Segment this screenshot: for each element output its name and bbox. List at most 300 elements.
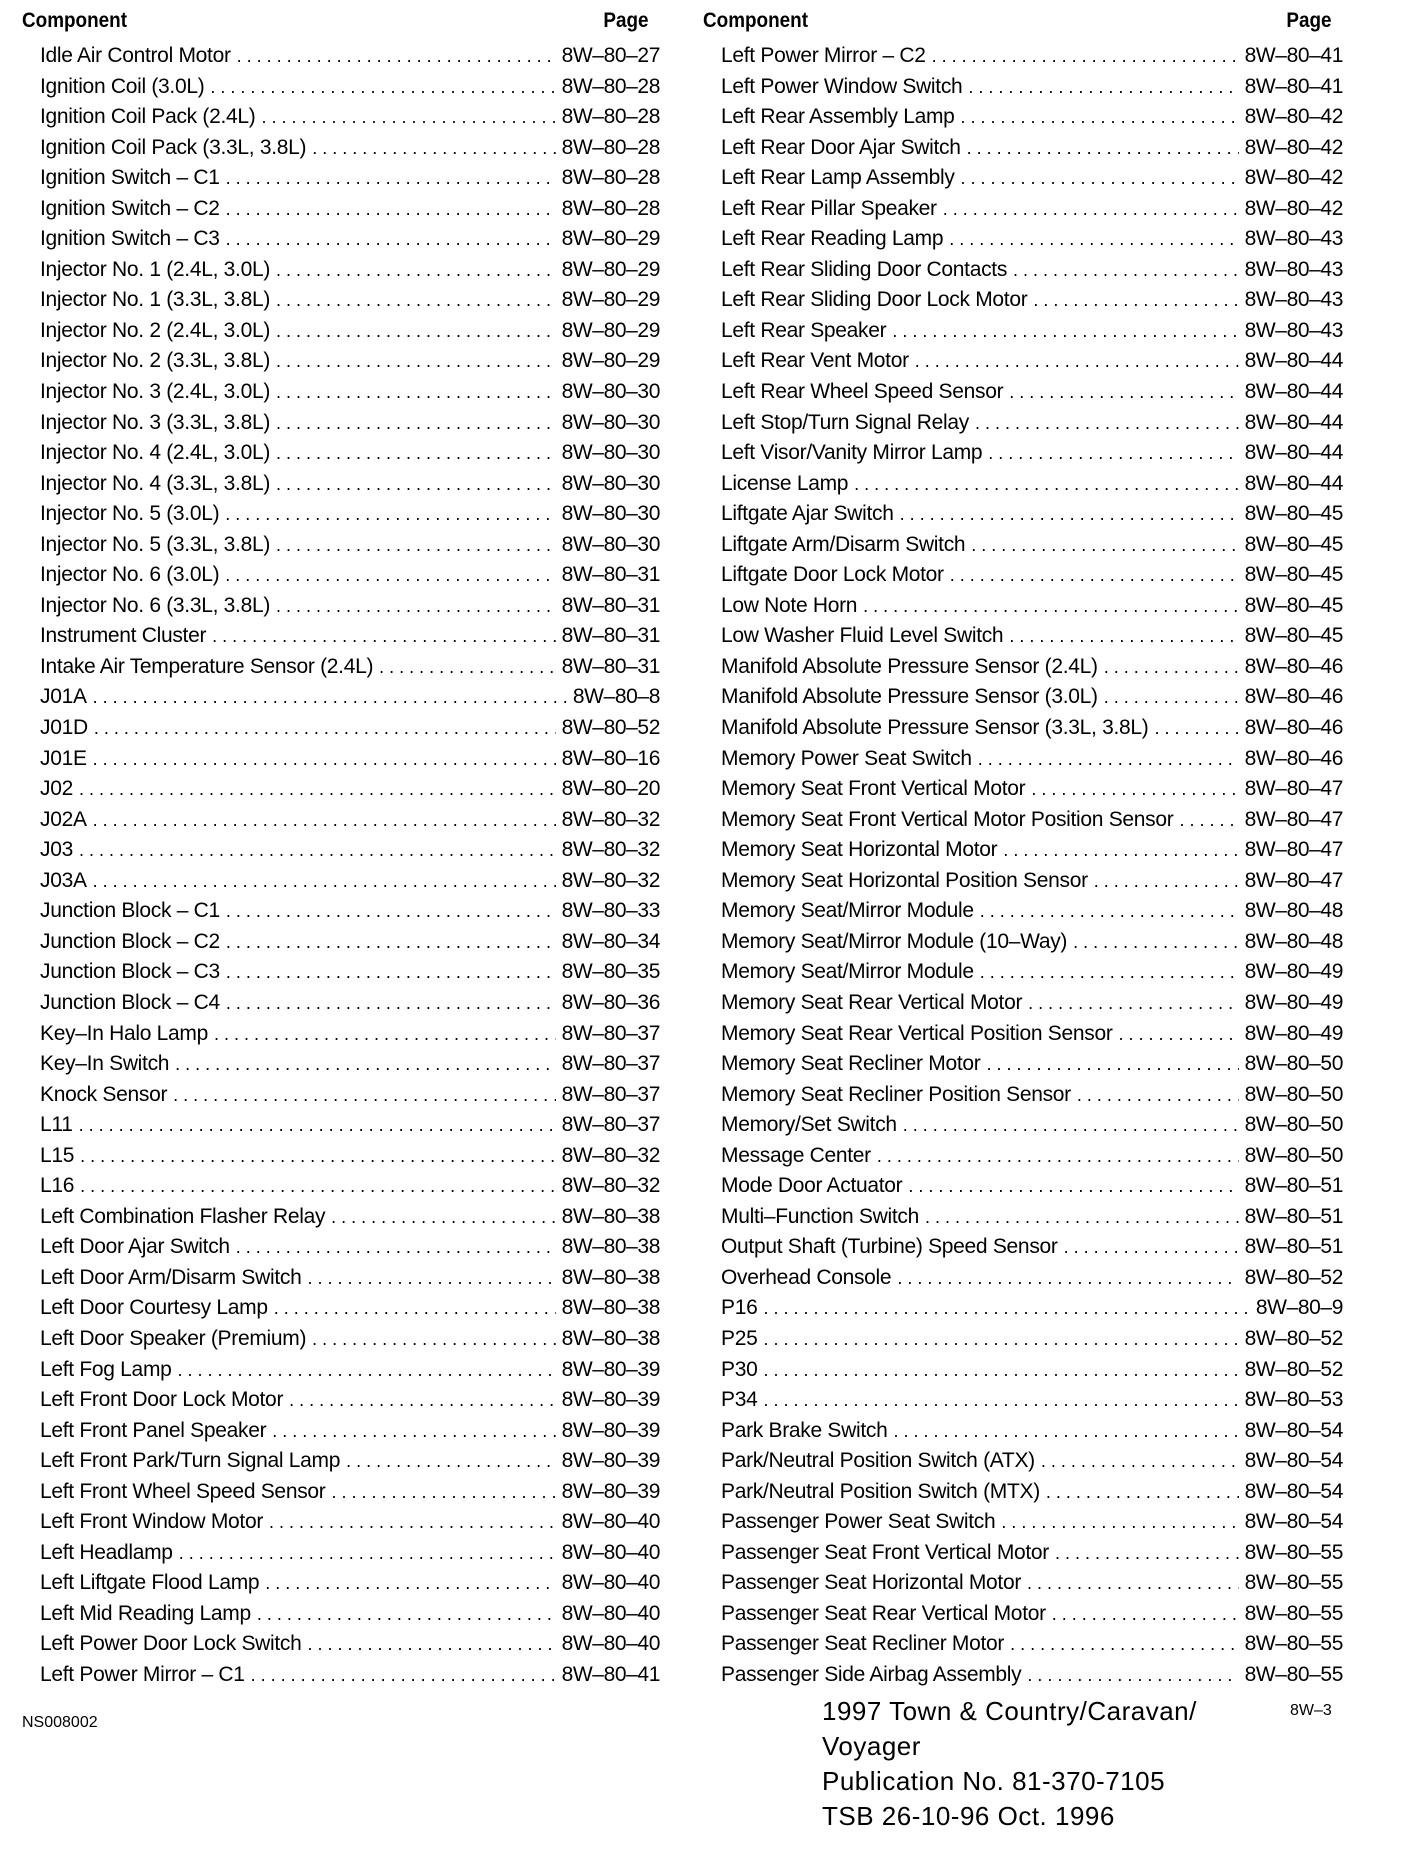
page-reference: 8W–80–43 bbox=[1244, 227, 1343, 251]
page-reference: 8W–80–40 bbox=[561, 1632, 660, 1656]
dot-leader bbox=[226, 957, 556, 988]
index-entry bbox=[22, 927, 660, 958]
page-reference: 8W–80–30 bbox=[561, 410, 660, 434]
dot-leader bbox=[276, 438, 556, 469]
index-entry bbox=[22, 835, 660, 866]
page-reference: 8W–80–45 bbox=[1244, 502, 1343, 526]
component-name: License Lamp bbox=[721, 471, 849, 495]
dot-leader bbox=[1104, 652, 1239, 683]
index-entry bbox=[22, 1446, 660, 1477]
dot-leader bbox=[877, 1141, 1239, 1172]
index-entry bbox=[703, 530, 1343, 561]
page-reference: 8W–80–28 bbox=[561, 105, 660, 129]
dot-leader bbox=[276, 530, 556, 561]
component-name: Knock Sensor bbox=[40, 1082, 168, 1106]
page-reference: 8W–80–34 bbox=[561, 929, 660, 953]
index-entry bbox=[703, 621, 1343, 652]
index-entry bbox=[703, 1507, 1343, 1538]
dot-leader bbox=[893, 1416, 1238, 1447]
component-name: Left Rear Lamp Assembly bbox=[721, 166, 955, 190]
index-entry bbox=[22, 530, 660, 561]
dot-leader bbox=[312, 1324, 555, 1355]
page-reference: 8W–80–49 bbox=[1244, 1021, 1343, 1045]
index-entry bbox=[703, 744, 1343, 775]
index-entry bbox=[703, 805, 1343, 836]
index-entry bbox=[22, 1507, 660, 1538]
dot-leader bbox=[212, 621, 555, 652]
page-reference: 8W–80–38 bbox=[561, 1326, 660, 1350]
page-reference: 8W–80–38 bbox=[561, 1296, 660, 1320]
dot-leader bbox=[274, 1293, 556, 1324]
component-name: Left Door Courtesy Lamp bbox=[40, 1296, 268, 1320]
page-reference: 8W–80–42 bbox=[1244, 135, 1343, 159]
dot-leader bbox=[79, 774, 556, 805]
index-entry bbox=[703, 1416, 1343, 1447]
left-entry-list bbox=[22, 41, 660, 1691]
dot-leader bbox=[236, 1232, 556, 1263]
page-reference: 8W–80–38 bbox=[561, 1235, 660, 1259]
page-reference: 8W–80–55 bbox=[1244, 1662, 1343, 1686]
index-entry bbox=[22, 224, 660, 255]
page-number: 8W–3 bbox=[1290, 1702, 1332, 1719]
index-entry bbox=[22, 41, 660, 72]
dot-leader bbox=[265, 1568, 555, 1599]
dot-leader bbox=[763, 1385, 1238, 1416]
dot-leader bbox=[269, 1507, 556, 1538]
page-reference: 8W–80–43 bbox=[1244, 288, 1343, 312]
dot-leader bbox=[1046, 1477, 1239, 1508]
dot-leader bbox=[289, 1385, 555, 1416]
index-entry bbox=[703, 988, 1343, 1019]
index-entry bbox=[703, 194, 1343, 225]
component-name: Memory Seat Rear Vertical Position Sensor bbox=[721, 1021, 1113, 1045]
dot-leader bbox=[93, 682, 567, 713]
index-entry bbox=[22, 1293, 660, 1324]
component-name: Left Front Window Motor bbox=[40, 1510, 264, 1534]
page-reference: 8W–80–44 bbox=[1244, 441, 1343, 465]
dot-leader bbox=[1033, 285, 1238, 316]
page-reference: 8W–80–51 bbox=[1244, 1174, 1343, 1198]
page-reference: 8W–80–36 bbox=[561, 990, 660, 1014]
dot-leader bbox=[379, 652, 555, 683]
page-reference: 8W–80–27 bbox=[561, 44, 660, 67]
page-reference: 8W–80–16 bbox=[561, 746, 660, 770]
page-reference: 8W–80–42 bbox=[1244, 196, 1343, 220]
component-name: Junction Block – C4 bbox=[40, 990, 220, 1014]
dot-leader bbox=[915, 346, 1239, 377]
component-name: Ignition Coil Pack (2.4L) bbox=[40, 105, 256, 129]
page-reference: 8W–80–46 bbox=[1244, 654, 1343, 678]
dot-leader bbox=[276, 591, 556, 622]
index-entry bbox=[22, 1416, 660, 1447]
page-reference: 8W–80–31 bbox=[561, 654, 660, 678]
page-reference: 8W–80–43 bbox=[1244, 318, 1343, 342]
component-name: Left Door Arm/Disarm Switch bbox=[40, 1265, 302, 1289]
footer-tsb-date: TSB 26-10-96 Oct. 1996 bbox=[822, 1801, 1115, 1831]
component-name: Low Note Horn bbox=[721, 593, 858, 617]
index-entry bbox=[703, 1110, 1343, 1141]
component-name: Injector No. 5 (3.0L) bbox=[40, 502, 220, 526]
component-name: Left Combination Flasher Relay bbox=[40, 1204, 326, 1228]
page-reference: 8W–80–46 bbox=[1244, 716, 1343, 740]
page-reference: 8W–80–44 bbox=[1244, 410, 1343, 434]
page-reference: 8W–80–31 bbox=[561, 593, 660, 617]
page-reference: 8W–80–41 bbox=[561, 1662, 660, 1686]
component-name: Injector No. 6 (3.3L, 3.8L) bbox=[40, 593, 271, 617]
component-name: L16 bbox=[40, 1174, 75, 1198]
page-reference: 8W–80–32 bbox=[561, 868, 660, 892]
dot-leader bbox=[226, 224, 556, 255]
component-name: Left Rear Reading Lamp bbox=[721, 227, 944, 251]
page-reference: 8W–80–8 bbox=[572, 685, 660, 709]
page-reference: 8W–80–35 bbox=[561, 960, 660, 984]
component-name: Left Liftgate Flood Lamp bbox=[40, 1571, 260, 1595]
index-entry bbox=[22, 408, 660, 439]
component-name: J02 bbox=[40, 777, 73, 801]
page-reference: 8W–80–39 bbox=[561, 1449, 660, 1473]
index-entry bbox=[703, 499, 1343, 530]
page-reference: 8W–80–48 bbox=[1244, 899, 1343, 923]
index-entry bbox=[703, 1385, 1343, 1416]
dot-leader bbox=[763, 1293, 1249, 1324]
component-name: Junction Block – C1 bbox=[40, 899, 220, 923]
component-name: Left Mid Reading Lamp bbox=[40, 1601, 251, 1625]
index-entry bbox=[22, 1568, 660, 1599]
component-name: Memory Seat Recliner Position Sensor bbox=[721, 1082, 1071, 1106]
dot-leader bbox=[237, 41, 556, 72]
index-entry bbox=[22, 1538, 660, 1569]
component-name: Passenger Side Airbag Assembly bbox=[721, 1662, 1022, 1686]
dot-leader bbox=[763, 1355, 1238, 1386]
page-heading: Page bbox=[1286, 9, 1332, 32]
component-name: Left Rear Wheel Speed Sensor bbox=[721, 380, 1004, 404]
page-reference: 8W–80–37 bbox=[561, 1113, 660, 1137]
dot-leader bbox=[1009, 377, 1238, 408]
component-name: Liftgate Arm/Disarm Switch bbox=[721, 532, 966, 556]
index-entry bbox=[22, 1599, 660, 1630]
dot-leader bbox=[93, 805, 556, 836]
component-name: Low Washer Fluid Level Switch bbox=[721, 624, 1004, 648]
page-reference: 8W–80–44 bbox=[1244, 380, 1343, 404]
component-name: Ignition Switch – C3 bbox=[40, 227, 220, 251]
component-name: Left Headlamp bbox=[40, 1540, 173, 1564]
page-reference: 8W–80–52 bbox=[1244, 1357, 1343, 1381]
dot-leader bbox=[932, 41, 1239, 72]
index-entry bbox=[22, 1629, 660, 1660]
index-entry bbox=[703, 1019, 1343, 1050]
component-name: Left Power Door Lock Switch bbox=[40, 1632, 302, 1656]
page-reference: 8W–80–30 bbox=[561, 471, 660, 495]
dot-leader bbox=[226, 194, 556, 225]
dot-leader bbox=[79, 835, 556, 866]
component-name: Passenger Seat Horizontal Motor bbox=[721, 1571, 1022, 1595]
index-entry bbox=[703, 469, 1343, 500]
component-name: Left Rear Sliding Door Contacts bbox=[721, 257, 1008, 281]
index-entry bbox=[22, 896, 660, 927]
index-entry bbox=[22, 1355, 660, 1386]
component-name: Injector No. 1 (2.4L, 3.0L) bbox=[40, 257, 271, 281]
dot-leader bbox=[763, 1324, 1238, 1355]
page-reference: 8W–80–28 bbox=[561, 135, 660, 159]
dot-leader bbox=[967, 133, 1239, 164]
index-entry bbox=[22, 316, 660, 347]
index-entry bbox=[703, 133, 1343, 164]
component-name: Manifold Absolute Pressure Sensor (3.0L) bbox=[721, 685, 1098, 709]
index-entry bbox=[703, 285, 1343, 316]
right-column-header bbox=[703, 6, 1342, 36]
component-name: Ignition Coil (3.0L) bbox=[40, 74, 205, 98]
component-name: Manifold Absolute Pressure Sensor (2.4L) bbox=[721, 654, 1098, 678]
index-entry bbox=[703, 1477, 1343, 1508]
dot-leader bbox=[988, 438, 1238, 469]
dot-leader bbox=[980, 896, 1239, 927]
component-name: Left Rear Vent Motor bbox=[721, 349, 909, 373]
component-name: Junction Block – C3 bbox=[40, 960, 220, 984]
index-entry bbox=[22, 713, 660, 744]
page-reference: 8W–80–51 bbox=[1244, 1235, 1343, 1259]
dot-leader bbox=[971, 530, 1238, 561]
page-reference: 8W–80–29 bbox=[561, 257, 660, 281]
page-reference: 8W–80–55 bbox=[1244, 1540, 1343, 1564]
dot-leader bbox=[79, 1110, 556, 1141]
component-name: Park/Neutral Position Switch (ATX) bbox=[721, 1449, 1035, 1473]
page-reference: 8W–80–30 bbox=[561, 502, 660, 526]
dot-leader bbox=[892, 316, 1238, 347]
page-reference: 8W–80–41 bbox=[1244, 44, 1343, 67]
dot-leader bbox=[1013, 255, 1239, 286]
dot-leader bbox=[225, 560, 555, 591]
index-entry bbox=[22, 1660, 660, 1691]
index-entry bbox=[703, 1293, 1343, 1324]
component-name: Idle Air Control Motor bbox=[40, 44, 231, 67]
component-name: Memory Seat Horizontal Motor bbox=[721, 838, 998, 862]
page-reference: 8W–80–40 bbox=[561, 1540, 660, 1564]
index-entry bbox=[22, 652, 660, 683]
index-entry bbox=[22, 102, 660, 133]
dot-leader bbox=[1179, 805, 1238, 836]
component-name: Instrument Cluster bbox=[40, 624, 207, 648]
page-reference: 8W–80–45 bbox=[1244, 593, 1343, 617]
page-reference: 8W–80–29 bbox=[561, 227, 660, 251]
page-reference: 8W–80–54 bbox=[1244, 1418, 1343, 1442]
page-reference: 8W–80–40 bbox=[561, 1510, 660, 1534]
page-reference: 8W–80–47 bbox=[1244, 777, 1343, 801]
dot-leader bbox=[312, 133, 555, 164]
component-name: Memory Seat/Mirror Module (10–Way) bbox=[721, 929, 1068, 953]
page-reference: 8W–80–29 bbox=[561, 318, 660, 342]
page-reference: 8W–80–37 bbox=[561, 1021, 660, 1045]
dot-leader bbox=[1041, 1446, 1239, 1477]
component-name: Injector No. 3 (3.3L, 3.8L) bbox=[40, 410, 271, 434]
dot-leader bbox=[968, 72, 1238, 103]
component-name: Left Front Panel Speaker bbox=[40, 1418, 267, 1442]
page-reference: 8W–80–39 bbox=[561, 1418, 660, 1442]
component-name: Key–In Halo Lamp bbox=[40, 1021, 208, 1045]
component-name: Memory Seat Front Vertical Motor bbox=[721, 777, 1026, 801]
dot-leader bbox=[1028, 988, 1238, 1019]
component-name: P16 bbox=[721, 1296, 758, 1320]
index-entry bbox=[22, 1049, 660, 1080]
dot-leader bbox=[175, 1049, 555, 1080]
dot-leader bbox=[903, 1110, 1239, 1141]
index-entry bbox=[703, 1355, 1343, 1386]
index-entry bbox=[22, 682, 660, 713]
index-entry bbox=[703, 652, 1343, 683]
right-entry-list bbox=[703, 41, 1343, 1691]
component-name: Left Fog Lamp bbox=[40, 1357, 172, 1381]
component-name: Left Rear Assembly Lamp bbox=[721, 105, 955, 129]
component-name: Injector No. 4 (3.3L, 3.8L) bbox=[40, 471, 271, 495]
component-name: Passenger Seat Recliner Motor bbox=[721, 1632, 1005, 1656]
index-entry bbox=[22, 1110, 660, 1141]
dot-leader bbox=[949, 224, 1238, 255]
index-entry bbox=[22, 163, 660, 194]
index-entry bbox=[703, 927, 1343, 958]
dot-leader bbox=[950, 560, 1239, 591]
component-name: Left Stop/Turn Signal Relay bbox=[721, 410, 969, 434]
component-name: Left Front Door Lock Motor bbox=[40, 1388, 284, 1412]
publication-footer bbox=[822, 1694, 1197, 1834]
page-reference: 8W–80–47 bbox=[1244, 838, 1343, 862]
index-entry bbox=[22, 72, 660, 103]
component-name: J01D bbox=[40, 716, 88, 740]
index-entry bbox=[703, 591, 1343, 622]
component-name: Left Rear Speaker bbox=[721, 318, 887, 342]
page-reference: 8W–80–9 bbox=[1255, 1296, 1343, 1320]
dot-leader bbox=[225, 499, 555, 530]
page-reference: 8W–80–52 bbox=[1244, 1265, 1343, 1289]
page-reference: 8W–80–38 bbox=[561, 1265, 660, 1289]
dot-leader bbox=[1104, 682, 1239, 713]
index-entry bbox=[703, 346, 1343, 377]
dot-leader bbox=[1009, 621, 1238, 652]
dot-leader bbox=[863, 591, 1238, 622]
dot-leader bbox=[272, 1416, 555, 1447]
dot-leader bbox=[80, 1141, 555, 1172]
component-name: Intake Air Temperature Sensor (2.4L) bbox=[40, 654, 374, 678]
left-column-header bbox=[22, 6, 659, 36]
component-name: Passenger Seat Rear Vertical Motor bbox=[721, 1601, 1046, 1625]
component-name: Park Brake Switch bbox=[721, 1418, 888, 1442]
index-entry bbox=[22, 377, 660, 408]
index-entry bbox=[703, 1446, 1343, 1477]
component-name: P34 bbox=[721, 1388, 758, 1412]
component-name: Memory Seat/Mirror Module bbox=[721, 960, 974, 984]
dot-leader bbox=[307, 1263, 555, 1294]
dot-leader bbox=[276, 469, 556, 500]
component-name: Memory Seat Recliner Motor bbox=[721, 1052, 981, 1076]
component-name: Memory/Set Switch bbox=[721, 1113, 897, 1137]
page-reference: 8W–80–50 bbox=[1244, 1143, 1343, 1167]
page-reference: 8W–80–50 bbox=[1244, 1113, 1343, 1137]
index-entry bbox=[22, 1324, 660, 1355]
dot-leader bbox=[980, 957, 1239, 988]
page-reference: 8W–80–54 bbox=[1244, 1449, 1343, 1473]
page-reference: 8W–80–38 bbox=[561, 1204, 660, 1228]
index-entry bbox=[703, 682, 1343, 713]
index-entry bbox=[22, 1019, 660, 1050]
index-entry bbox=[22, 957, 660, 988]
page-reference: 8W–80–45 bbox=[1244, 532, 1343, 556]
page-reference: 8W–80–44 bbox=[1244, 349, 1343, 373]
page-reference: 8W–80–55 bbox=[1244, 1601, 1343, 1625]
component-name: Left Power Window Switch bbox=[721, 74, 963, 98]
page-reference: 8W–80–31 bbox=[561, 624, 660, 648]
component-name: Injector No. 2 (3.3L, 3.8L) bbox=[40, 349, 271, 373]
index-entry bbox=[22, 866, 660, 897]
page-reference: 8W–80–43 bbox=[1244, 257, 1343, 281]
index-entry bbox=[703, 1049, 1343, 1080]
component-name: J01E bbox=[40, 746, 87, 770]
index-entry bbox=[703, 72, 1343, 103]
footer-vehicle-line-2: Voyager bbox=[822, 1731, 921, 1761]
page-reference: 8W–80–49 bbox=[1244, 990, 1343, 1014]
page-reference: 8W–80–55 bbox=[1244, 1632, 1343, 1656]
right-index-column bbox=[703, 6, 1343, 1691]
dot-leader bbox=[276, 408, 556, 439]
dot-leader bbox=[1154, 713, 1238, 744]
page-reference: 8W–80–45 bbox=[1244, 624, 1343, 648]
page-reference: 8W–80–54 bbox=[1244, 1510, 1343, 1534]
dot-leader bbox=[1027, 1568, 1239, 1599]
dot-leader bbox=[94, 713, 556, 744]
page-reference: 8W–80–42 bbox=[1244, 105, 1343, 129]
index-entry bbox=[22, 438, 660, 469]
page-reference: 8W–80–48 bbox=[1244, 929, 1343, 953]
left-index-column bbox=[22, 6, 660, 1691]
page-reference: 8W–80–52 bbox=[1244, 1326, 1343, 1350]
component-name: Left Door Speaker (Premium) bbox=[40, 1326, 307, 1350]
component-name: L11 bbox=[40, 1113, 73, 1137]
index-entry bbox=[703, 1599, 1343, 1630]
dot-leader bbox=[226, 988, 556, 1019]
index-entry bbox=[703, 1568, 1343, 1599]
index-entry bbox=[22, 1263, 660, 1294]
component-name: Injector No. 2 (2.4L, 3.0L) bbox=[40, 318, 271, 342]
page-reference: 8W–80–28 bbox=[561, 166, 660, 190]
page-reference: 8W–80–50 bbox=[1244, 1052, 1343, 1076]
page-reference: 8W–80–33 bbox=[561, 899, 660, 923]
page-reference: 8W–80–28 bbox=[561, 196, 660, 220]
page-reference: 8W–80–30 bbox=[561, 532, 660, 556]
component-name: Key–In Switch bbox=[40, 1052, 170, 1076]
page-reference: 8W–80–32 bbox=[561, 1174, 660, 1198]
index-entry bbox=[703, 438, 1343, 469]
page-reference: 8W–80–30 bbox=[561, 380, 660, 404]
page-reference: 8W–80–52 bbox=[561, 716, 660, 740]
dot-leader bbox=[261, 102, 555, 133]
page-reference: 8W–80–39 bbox=[561, 1388, 660, 1412]
index-entry bbox=[22, 621, 660, 652]
page-reference: 8W–80–51 bbox=[1244, 1204, 1343, 1228]
index-entry bbox=[703, 408, 1343, 439]
component-name: Ignition Coil Pack (3.3L, 3.8L) bbox=[40, 135, 307, 159]
dot-leader bbox=[925, 1202, 1239, 1233]
component-name: L15 bbox=[40, 1143, 75, 1167]
index-entry bbox=[703, 41, 1343, 72]
component-name: Passenger Seat Front Vertical Motor bbox=[721, 1540, 1049, 1564]
dot-leader bbox=[961, 102, 1239, 133]
index-entry bbox=[703, 1232, 1343, 1263]
dot-leader bbox=[854, 469, 1238, 500]
page-reference: 8W–80–49 bbox=[1244, 960, 1343, 984]
footer-publication-number: Publication No. 81-370-7105 bbox=[822, 1766, 1166, 1796]
index-entry bbox=[703, 896, 1343, 927]
page-heading: Page bbox=[603, 9, 649, 32]
index-entry bbox=[703, 102, 1343, 133]
index-entry bbox=[703, 163, 1343, 194]
page-reference: 8W–80–47 bbox=[1244, 807, 1343, 831]
